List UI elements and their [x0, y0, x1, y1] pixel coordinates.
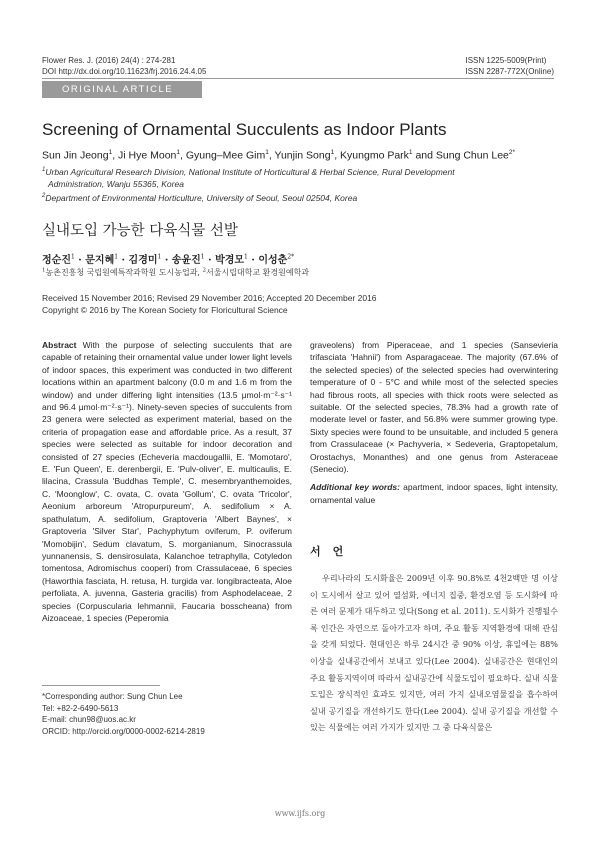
kr-author-name: 박경모: [215, 255, 245, 266]
kr-author-separator: ·: [161, 255, 172, 266]
abstract-label: Abstract: [42, 340, 77, 350]
korean-author-list: [42, 251, 294, 266]
footnote-divider: [42, 685, 160, 686]
author-affiliation-marker: 1: [330, 149, 335, 156]
kr-author-affiliation-marker: 1: [200, 253, 205, 261]
kr-author-name: 이성춘: [258, 255, 288, 266]
kr-author-name: 송윤진: [171, 255, 201, 266]
author-name: Ji Hye Moon: [118, 149, 177, 162]
kr-author-separator: ·: [74, 255, 86, 266]
kr-author-affiliation-marker: 1: [244, 253, 248, 261]
author-list: [42, 149, 515, 162]
korean-affiliation: [42, 267, 309, 278]
author-affiliation-marker: 1: [408, 149, 413, 156]
kr-affil-text-2: 서울시립대학교 환경원예학과: [206, 268, 310, 277]
kr-author-name: 문지혜: [85, 255, 115, 266]
author-separator: ,: [334, 149, 341, 162]
author-affiliation-marker: 1: [176, 149, 181, 156]
kr-affil-text-1: 농촌진흥청 국립원예특작과학원 도시농업과,: [45, 268, 203, 277]
abstract-text-right: graveolens) from Piperaceae, and 1 species (Sansevieria trifasciata 'Hahnii') from Asparagaceae. The majority (67.6% of the selected species) of the selected species had overwintering temperature of 0 - 5°C and while most of the selected species had fibrous roots, all species with thick roots were selected as suitable. Of the selected species, 78.3% had a growth rate of moderate level or faster, and 56.8% were summer growing type. Sixty species were found to be unsuitable, and included 5 genera from Crassulaceae (× Pachyveria, × Sedeveria, Graptopetalum, Orostachys, Monanthes) and one genus from Asteraceae (Senecio).: [310, 340, 558, 475]
affiliation-2-text: Department of Environmental Horticulture, University of Seoul, Seoul 02504, Korea: [45, 192, 358, 203]
kr-author-affiliation-marker: 1: [114, 253, 119, 261]
journal-line: Flower Res. J. (2016) 24(4) : 274-281: [42, 56, 176, 65]
keywords-text: apartment, indoor spaces, light intensity, ornamental value: [310, 482, 558, 505]
article-title: Screening of Ornamental Succulents as Indoor Plants: [42, 120, 447, 139]
author-separator: ,: [180, 149, 186, 162]
affiliation-2: [42, 190, 557, 204]
kr-author-name: 김경미: [128, 255, 158, 266]
author-separator: ,: [268, 149, 275, 162]
kr-author-separator: ·: [204, 255, 216, 266]
affiliation-1-continued: Administration, Wanju 55365, Korea: [48, 178, 184, 189]
doi-line[interactable]: DOI http://dx.doi.org/10.11623/frj.2016.24.4.05: [42, 67, 207, 76]
issn-online: ISSN 2287-772X(Online): [465, 67, 554, 76]
issn-block: [466, 55, 555, 77]
author-separator: ,: [112, 149, 119, 162]
author-affiliation-marker: 1: [108, 149, 113, 156]
corresponding-author: *Corresponding author: Sung Chun Lee: [42, 692, 183, 701]
kr-author-separator: ·: [247, 255, 259, 266]
copyright-line: Copyright © 2016 by The Korean Society for Floricultural Science: [42, 305, 288, 315]
abstract-paragraph: [42, 339, 292, 624]
korean-title: 실내도입 가능한 다육식물 선발: [42, 223, 238, 239]
author-name: Kyungmo Park: [340, 149, 409, 162]
affiliation-2-marker: 2: [42, 192, 46, 199]
journal-website[interactable]: www.ijfs.org: [274, 809, 326, 818]
author-name: Sung Chun Lee: [435, 149, 509, 162]
affiliation-1-marker: 1: [42, 167, 46, 173]
received-line: Received 15 November 2016; Revised 29 November 2016; Accepted 20 December 2016: [42, 293, 377, 303]
issn-print: ISSN 1225-5009(Print): [465, 56, 547, 65]
kr-author-affiliation-marker: 1: [70, 253, 75, 261]
author-name: Gyung–Mee Gim: [185, 149, 266, 162]
article-type-banner: ORIGINAL ARTICLE: [42, 81, 202, 98]
keywords: [310, 481, 558, 506]
publication-dates: [42, 292, 377, 316]
kr-affil-marker-1: 1: [42, 267, 46, 274]
kr-author-separator: ·: [118, 255, 129, 266]
author-affiliation-marker: 2*: [508, 149, 516, 156]
kr-affil-marker-2: 2: [202, 267, 207, 274]
keywords-label: Additional key words:: [310, 482, 400, 493]
author-name: Yunjin Song: [274, 149, 331, 162]
abstract-right-column: [310, 339, 558, 506]
affiliation-1: [42, 164, 557, 178]
section-heading-introduction: 서언: [310, 545, 356, 558]
author-telephone: Tel: +82-2-6490-5613: [42, 703, 119, 713]
kr-author-affiliation-marker: 1: [157, 253, 162, 261]
abstract-text-left: With the purpose of selecting succulents that are capable of retaining their ornamental value under lower light levels of indoor spaces, this experiment was conducted in two different locations within an apartment balcony (0.0 m and 1.6 m from the window) and under differing light intensities (13.5 μmol·m⁻²·s⁻¹ and 96.4 μmol·m⁻²·s⁻¹). Ninety-seven species of succulents from 23 genera were selected as experiment material, based on the criteria of propagation ease and affordable price. As a result, 37 species were selected as suitable for indoor decoration and consisted of 27 species (Echeveria macdougallii, E. 'Momotaro', E. 'Fun Queen', E. derenbergii, E. 'Pulv-oliver', E. multicaulis, E. lilacina, Crassula 'Buddhas Temple', C. mesembryanthemoides, C. 'Moonglow', C. ovata, C. ovata 'Gollum', C. ovata 'Tricolor', Aeonium arboreum 'Atropurpureum', A. sedifolium × A. spathulatum, A. sedifolium, Graptoveria 'Albert Baynes', × Graptoveria 'Silver Star', Pachyphytum oviferum, P. oviferum 'Momobijin', Sedum clavatum, S. morganianum, Sinocrassula yunnanensis, S. densirosulata, Kalanchoe tetraphylla, Cotyledon tomentosa, Adromischus cooperi) from Crassulaceae, 6 species (Haworthia fasciata, H. retusa, H. turgida var. longibracteata, Aloe perfoliata, A. juvenna, Gasteria gracilis) from Asphodelaceae, 2 species (Corpuscularia lehmannii, Faucaria bosscheana) from Aizoaceae, 1 species (Peperomia: [42, 340, 292, 623]
author-name: Sun Jin Jeong: [42, 149, 109, 162]
kr-author-name: 정순진: [42, 255, 71, 266]
abstract-left-column: [42, 339, 292, 624]
affiliation-1-text: Urban Agricultural Research Division, National Institute of Horticultural & Herbal Science, Rural Development: [45, 166, 455, 177]
kr-author-affiliation-marker: 2*: [287, 253, 295, 261]
author-orcid[interactable]: ORCID: http://orcid.org/0000-0002-6214-2819: [42, 726, 205, 736]
corresponding-author-footnote: [42, 691, 205, 737]
author-separator: and: [412, 149, 436, 162]
introduction-text: 우리나라의 도시화율은 2009년 이후 90.8%로 4천2백만 명 이상이 도시에서 살고 있어 열섬화, 에너지 집중, 환경오염 등 도시화에 따른 여러 문제가 대두하고 있다(Song et al. 2011). 도시화가 진행될수록 인간은 자연으로 돌아가고자 하며, 주요 활동 지역환경에 대해 관심을 갖게 되었다. 현대인은 하루 24시간 중 90% 이상, 휴일에는 88% 이상을 실내공간에서 보내고 있다(Lee 2004). 실내공간은 현대인의 주요 활동지역이며 따라서 실내공간에 식물도입이 필요하다. 실내 식물도입은 장식적인 효과도 있지만, 여러 가지 실내오염물질을 흡수하여 실내 공기질을 개선하기도 한다(Lee 2004). 실내 공기질을 개선할 수 있는 식물에는 여러 가지가 있지만 그 중 다육식물은: [310, 573, 558, 733]
author-affiliation-marker: 1: [265, 149, 269, 156]
header-divider: [42, 78, 554, 79]
journal-citation: [42, 55, 206, 77]
author-email[interactable]: E-mail: chun98@uos.ac.kr: [42, 715, 136, 724]
affiliations: [42, 164, 557, 204]
